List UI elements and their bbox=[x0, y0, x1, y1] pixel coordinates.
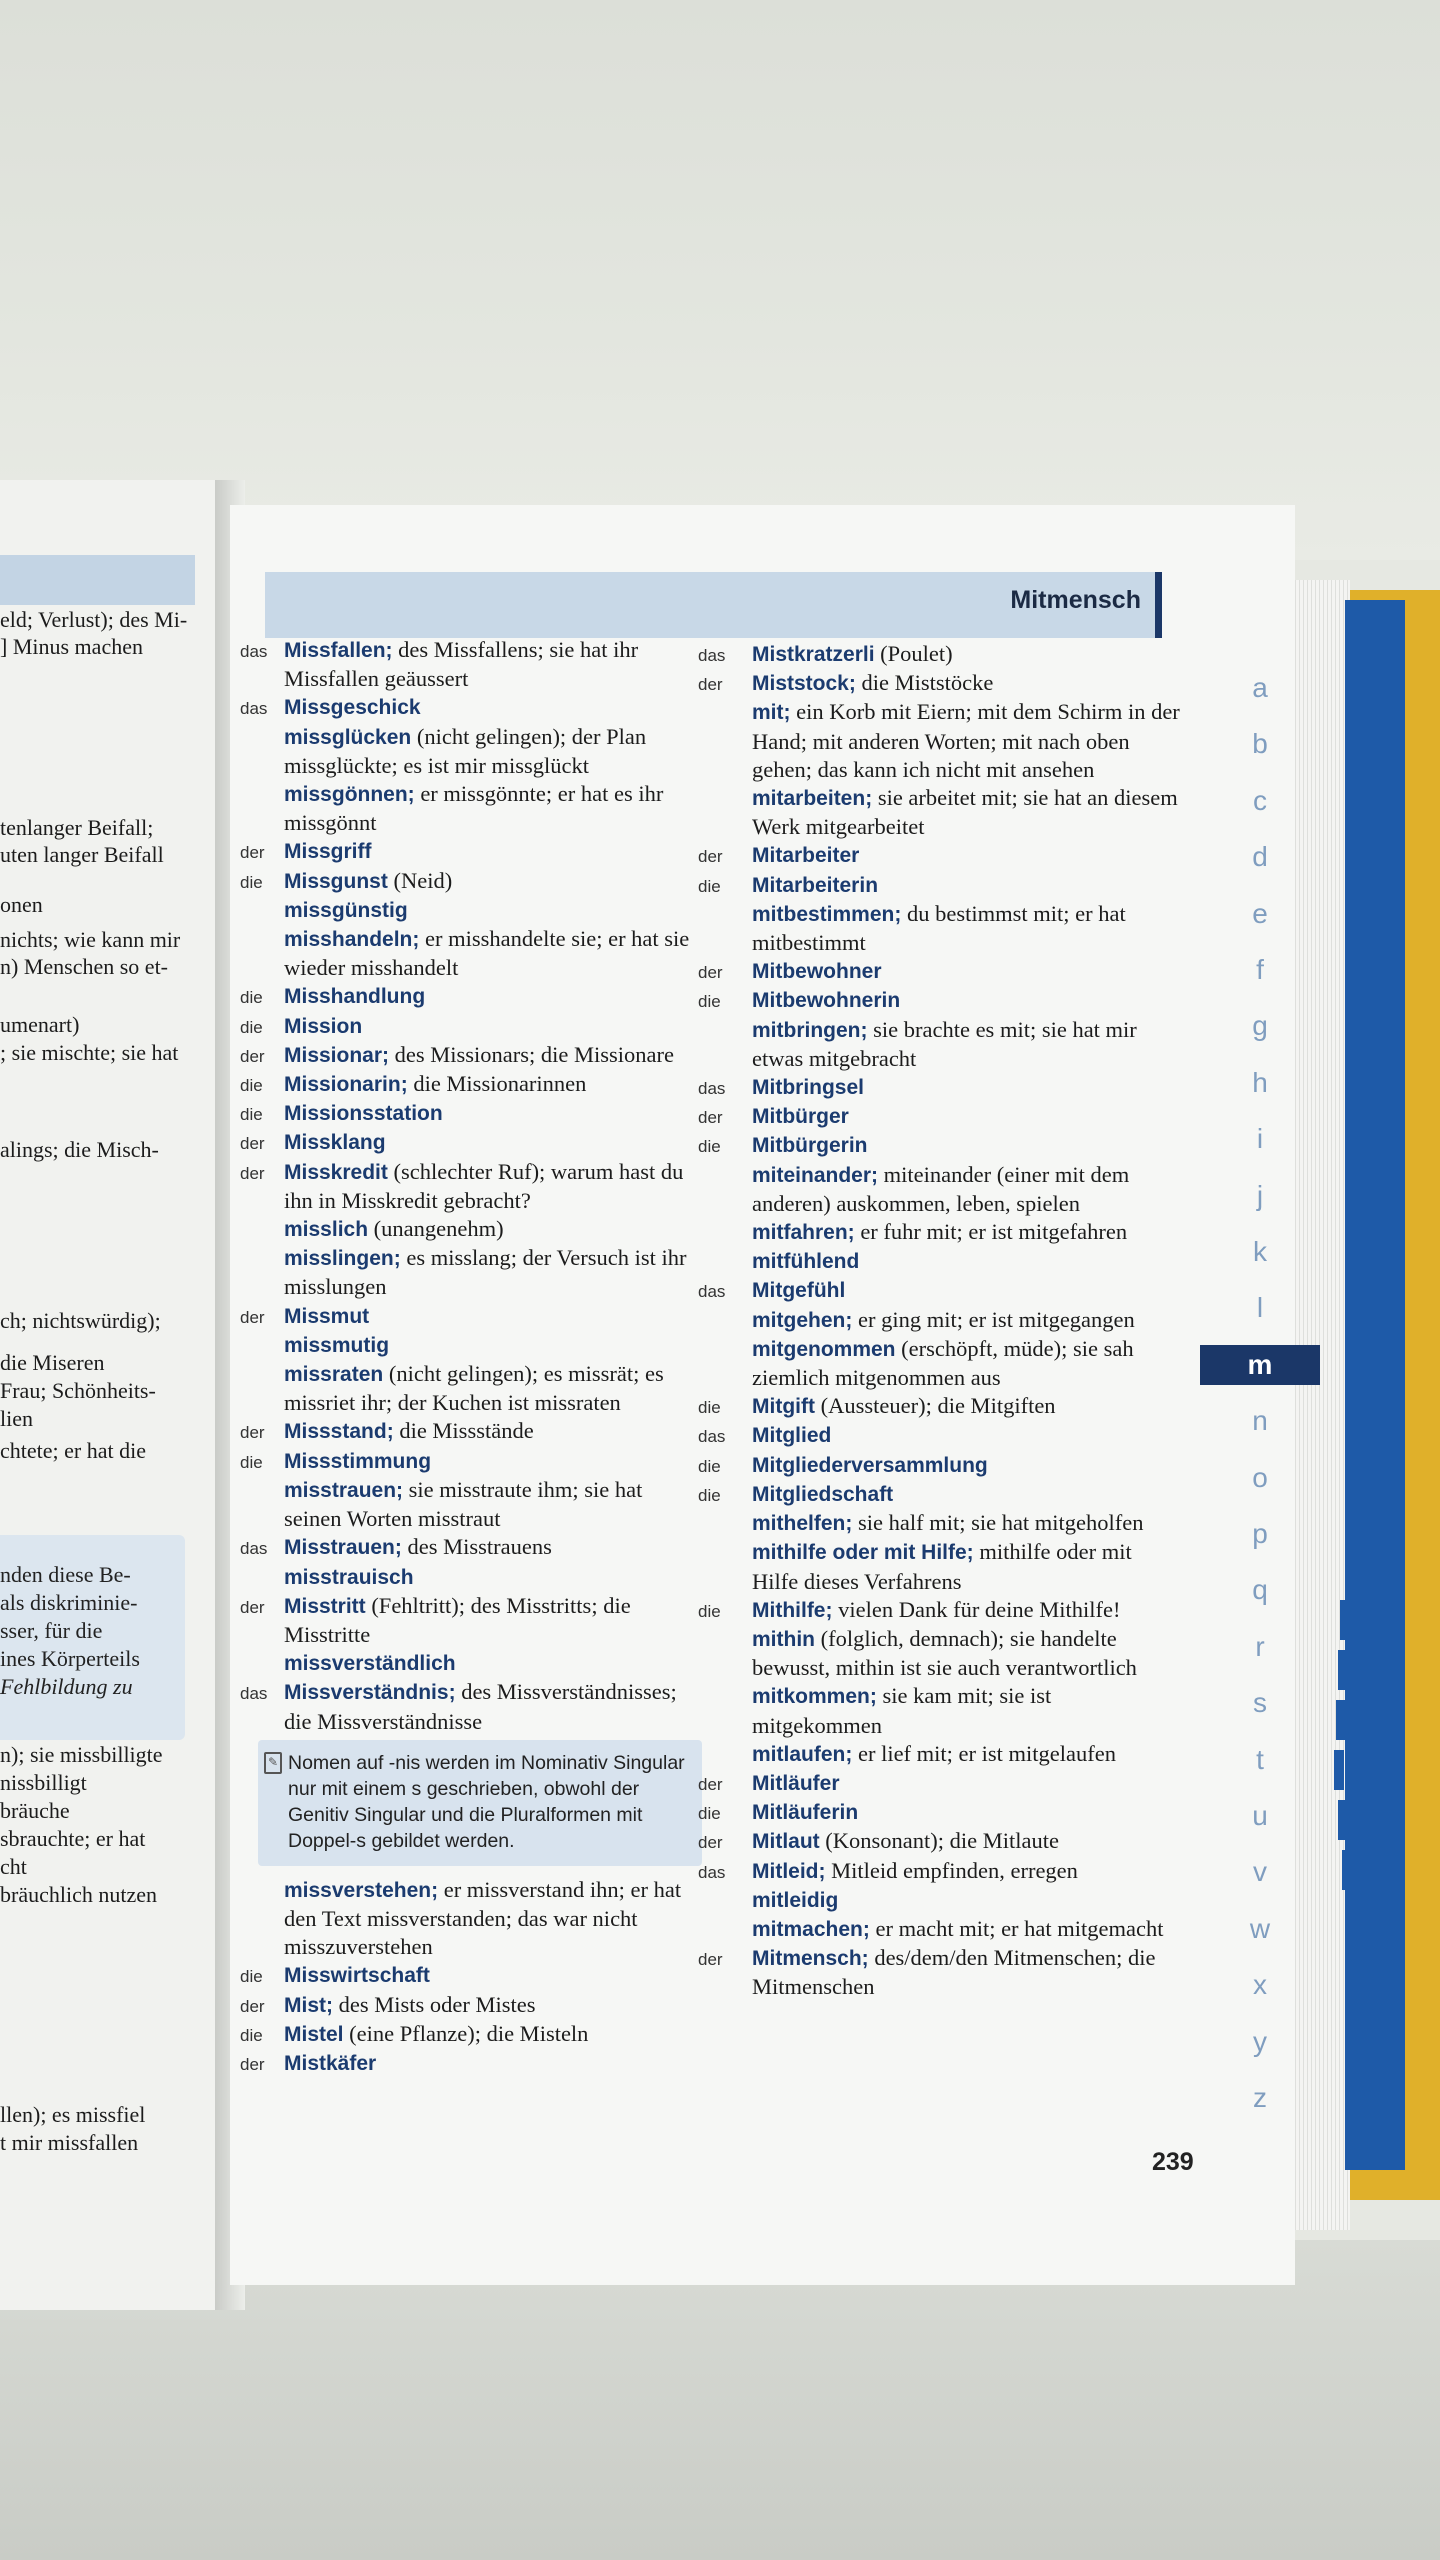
dictionary-entry bbox=[240, 1678, 702, 1735]
entry-definition: Mitleid empfinden, erregen bbox=[825, 1857, 1078, 1883]
entry-headword: Mitarbeiterin bbox=[752, 873, 879, 897]
entry-headword: mitgehen; bbox=[752, 1308, 853, 1332]
entry-headword: missmutig bbox=[284, 1333, 390, 1357]
entry-definition: (folglich, demnach); sie handelte bewusst, mithin ist sie auch verantwortlich bbox=[752, 1625, 1137, 1681]
entry-article: der bbox=[240, 1996, 265, 2016]
entry-definition: sie kam mit; sie ist mitgekommen bbox=[752, 1683, 1052, 1738]
dictionary-entry bbox=[698, 871, 1182, 900]
entry-headword: mithelfen; bbox=[752, 1512, 853, 1536]
index-letter-x[interactable]: x bbox=[1253, 1969, 1267, 2001]
entry-headword: Misshandlung bbox=[284, 985, 426, 1009]
entry-definition: (Neid) bbox=[387, 867, 453, 893]
entry-definition: er lief mit; er ist mitgelaufen bbox=[852, 1740, 1117, 1766]
left-page-line: n); sie missbilligte bbox=[0, 1742, 163, 1767]
entry-headword: mitkommen; bbox=[752, 1685, 877, 1709]
entry-definition: (nicht gelingen); es missrät; es missriet ihr; der Kuchen ist missraten bbox=[284, 1361, 664, 1416]
entry-headword: mitgenommen bbox=[752, 1337, 896, 1361]
dictionary-entry bbox=[702, 698, 1182, 784]
entry-definition: (Fehltritt); des Misstritts; die Misstritte bbox=[284, 1592, 631, 1647]
dictionary-entry bbox=[698, 1857, 1182, 1886]
left-page-line: ] Minus machen bbox=[0, 634, 143, 659]
entry-definition: die Missstände bbox=[393, 1418, 534, 1444]
entry-definition: (nicht gelingen); der Plan missglückte; es ist mir missglückt bbox=[284, 723, 647, 778]
dictionary-entry bbox=[698, 1827, 1182, 1856]
entry-article: der bbox=[240, 1307, 265, 1327]
entry-headword: Mithilfe; bbox=[752, 1598, 833, 1622]
entry-definition: miteinander (einer mit dem anderen) auskommen, leben, spielen bbox=[752, 1161, 1130, 1216]
dictionary-entry bbox=[240, 2020, 702, 2049]
entry-headword: Mitläuferin bbox=[752, 1801, 859, 1825]
dictionary-column-1 bbox=[240, 636, 702, 2078]
entry-definition: ein Korb mit Eiern; mit dem Schirm in der Hand; mit anderen Worten; mit nach oben gehen; das kann ich nicht mit ansehen bbox=[752, 699, 1180, 782]
entry-definition: die Missionarinnen bbox=[407, 1071, 587, 1097]
entry-headword: mithilfe oder mit Hilfe; bbox=[752, 1541, 974, 1565]
left-page-line: ; sie mischte; sie hat bbox=[0, 1040, 179, 1065]
entry-headword: Missgriff bbox=[284, 840, 372, 864]
entry-article: die bbox=[240, 1076, 263, 1096]
entry-headword: Missstimmung bbox=[284, 1449, 432, 1473]
index-letter-l[interactable]: l bbox=[1256, 1292, 1264, 1324]
entry-definition: er ging mit; er ist mitgegangen bbox=[852, 1306, 1135, 1332]
page-header-band bbox=[265, 572, 1162, 638]
left-page-line: die Miseren bbox=[0, 1350, 105, 1375]
entry-headword: mitbringen; bbox=[752, 1018, 868, 1042]
entry-headword: missglücken bbox=[284, 725, 412, 749]
dictionary-entry bbox=[240, 1447, 702, 1476]
dictionary-entry bbox=[240, 1128, 702, 1157]
entry-article: das bbox=[698, 1862, 726, 1882]
entry-article: der bbox=[240, 843, 265, 863]
dictionary-entry bbox=[262, 1649, 702, 1678]
index-letter-b[interactable]: b bbox=[1252, 728, 1268, 760]
index-letter-c[interactable]: c bbox=[1253, 784, 1267, 816]
entry-definition: des Missfallens; sie hat ihr Missfallen geäussert bbox=[284, 637, 639, 692]
entry-headword: Mitgliederversammlung bbox=[752, 1453, 988, 1477]
left-page-line: n) Menschen so et- bbox=[0, 954, 169, 979]
entry-headword: mitarbeiten; bbox=[752, 787, 873, 811]
spelling-note-box bbox=[258, 1740, 702, 1866]
entry-headword: Mistel bbox=[284, 2022, 344, 2046]
dictionary-entry bbox=[240, 1012, 702, 1041]
dictionary-entry bbox=[698, 1073, 1182, 1102]
dictionary-entry bbox=[698, 986, 1182, 1015]
index-letter-e[interactable]: e bbox=[1252, 897, 1268, 929]
dictionary-entry bbox=[702, 784, 1182, 841]
index-letter-o[interactable]: o bbox=[1252, 1461, 1268, 1493]
index-letter-j[interactable]: j bbox=[1256, 1179, 1264, 1211]
dictionary-entry bbox=[240, 1533, 702, 1562]
entry-headword: misshandeln; bbox=[284, 928, 420, 952]
entry-article: der bbox=[698, 847, 723, 867]
left-page-line: t mir missfallen bbox=[0, 2130, 139, 2155]
page-edge-tab-mark bbox=[1334, 1750, 1344, 1790]
index-letter-r[interactable]: r bbox=[1255, 1630, 1265, 1662]
index-letter-q[interactable]: q bbox=[1252, 1574, 1268, 1606]
entry-headword: Missgeschick bbox=[284, 696, 421, 720]
left-page-line: uten langer Beifall bbox=[0, 842, 164, 867]
entry-definition: (schlechter Ruf); warum hast du ihn in Misskredit gebracht? bbox=[284, 1158, 684, 1213]
index-letter-a[interactable]: a bbox=[1252, 672, 1268, 703]
page-number: 239 bbox=[1152, 2148, 1194, 2176]
entry-headword: Missmut bbox=[284, 1304, 370, 1328]
entry-article: der bbox=[698, 1833, 723, 1853]
book-spine bbox=[1345, 600, 1405, 2170]
entry-article: die bbox=[240, 872, 263, 892]
entry-article: der bbox=[240, 1046, 265, 1066]
entry-definition: des Missverständnisses; die Missverständnisse bbox=[284, 1679, 677, 1734]
left-page-line: chtete; er hat die bbox=[0, 1438, 146, 1463]
index-letter-m[interactable]: m bbox=[1200, 1345, 1320, 1385]
left-page-line: als diskriminie- bbox=[0, 1590, 138, 1615]
left-page-line: llen); es missfiel bbox=[0, 2102, 146, 2127]
dictionary-entry bbox=[698, 957, 1182, 986]
dictionary-entry bbox=[698, 1131, 1182, 1160]
left-page-line: alings; die Misch- bbox=[0, 1137, 159, 1162]
dictionary-entry bbox=[240, 1417, 702, 1446]
dictionary-entry bbox=[240, 1070, 702, 1099]
left-page-line: tenlanger Beifall; bbox=[0, 815, 154, 840]
left-page-line: ines Körperteils bbox=[0, 1646, 140, 1671]
left-page-line: bräuchlich nutzen bbox=[0, 1882, 157, 1907]
dictionary-entry bbox=[240, 1158, 702, 1215]
entry-headword: Misstrauen; bbox=[284, 1536, 402, 1560]
dictionary-entry bbox=[240, 693, 702, 722]
entry-article: die bbox=[240, 1452, 263, 1472]
dictionary-entry bbox=[262, 1360, 702, 1417]
entry-definition: er missgönnte; er hat es ihr missgönnt bbox=[284, 781, 664, 836]
entry-headword: Missionar; bbox=[284, 1043, 390, 1067]
entry-article: die bbox=[240, 988, 263, 1008]
dictionary-entry bbox=[262, 925, 702, 982]
dictionary-entry bbox=[698, 640, 1182, 669]
entry-headword: mitfahren; bbox=[752, 1221, 855, 1245]
entry-article: das bbox=[698, 1079, 726, 1099]
note-text: Nomen auf -nis werden im Nominativ Singular nur mit einem s geschrieben, obwohl der Genitiv Singular und die Pluralformen mit Doppel-s gebildet werden. bbox=[288, 1751, 685, 1852]
dictionary-entry bbox=[240, 1961, 702, 1990]
entry-definition: er missverstand ihn; er hat den Text missverstanden; das war nicht misszuverstehen bbox=[284, 1876, 682, 1960]
dictionary-entry bbox=[702, 1625, 1182, 1682]
entry-article: die bbox=[698, 1456, 721, 1476]
left-page-line: nissbilligt bbox=[0, 1770, 87, 1795]
entry-definition: er misshandelte sie; er hat sie wieder misshandelt bbox=[284, 926, 690, 981]
index-letter-n[interactable]: n bbox=[1252, 1405, 1268, 1437]
entry-headword: mitmachen; bbox=[752, 1917, 870, 1941]
entry-headword: Missverständnis; bbox=[284, 1681, 456, 1705]
entry-article: die bbox=[698, 992, 721, 1012]
left-page-line: sbrauchte; er hat bbox=[0, 1826, 146, 1851]
entry-headword: missraten bbox=[284, 1363, 384, 1387]
left-page-line: nichts; wie kann mir bbox=[0, 927, 181, 952]
entry-article: das bbox=[240, 1539, 268, 1559]
left-page-line: ch; nichtswürdig); bbox=[0, 1308, 161, 1333]
dictionary-entry bbox=[702, 1218, 1182, 1247]
index-letter-s[interactable]: s bbox=[1253, 1687, 1267, 1719]
pencil-note-icon: ✎ bbox=[264, 1752, 282, 1774]
dictionary-entry bbox=[698, 1276, 1182, 1305]
entry-definition: (Poulet) bbox=[874, 641, 953, 666]
entry-headword: misslingen; bbox=[284, 1247, 401, 1271]
dictionary-entry bbox=[698, 1392, 1182, 1421]
dictionary-entry bbox=[702, 1016, 1182, 1073]
index-letter-t[interactable]: t bbox=[1256, 1743, 1264, 1775]
dictionary-entry bbox=[702, 1335, 1182, 1392]
dictionary-entry bbox=[240, 867, 702, 896]
entry-article: die bbox=[698, 1398, 721, 1418]
dictionary-entry bbox=[240, 1592, 702, 1649]
entry-definition: sie half mit; sie hat mitgeholfen bbox=[852, 1510, 1144, 1536]
entry-article: die bbox=[240, 1967, 263, 1987]
entry-headword: Mitleid; bbox=[752, 1859, 826, 1883]
entry-article: das bbox=[240, 1684, 268, 1704]
dictionary-entry bbox=[702, 1247, 1182, 1276]
entry-definition: sie misstraute ihm; sie hat seinen Worten misstraut bbox=[284, 1476, 643, 1532]
page-edge-tab-mark bbox=[1395, 2010, 1405, 2050]
dictionary-entry bbox=[698, 1944, 1182, 2001]
entry-article: das bbox=[698, 1427, 726, 1447]
entry-article: der bbox=[698, 1774, 723, 1794]
dictionary-entry bbox=[702, 1306, 1182, 1335]
left-page-line: eld; Verlust); des Mi- bbox=[0, 607, 188, 632]
entry-article: das bbox=[240, 699, 268, 719]
entry-article: die bbox=[698, 876, 721, 896]
entry-headword: mitfühlend bbox=[752, 1250, 860, 1274]
entry-article: der bbox=[698, 963, 723, 983]
dictionary-column-2 bbox=[698, 640, 1182, 2002]
left-page-line: umenart) bbox=[0, 1012, 80, 1037]
page-edge-tab-mark bbox=[1338, 1650, 1348, 1690]
index-letter-u[interactable]: u bbox=[1252, 1800, 1268, 1831]
entry-headword: mitleidig bbox=[752, 1888, 839, 1912]
left-page-text bbox=[0, 480, 230, 2310]
dictionary-entry bbox=[262, 896, 702, 925]
entry-headword: Misskredit bbox=[284, 1160, 388, 1184]
entry-article: der bbox=[240, 2054, 265, 2074]
dictionary-entry bbox=[698, 1798, 1182, 1827]
entry-headword: Mitgefühl bbox=[752, 1279, 846, 1303]
entry-headword: miteinander; bbox=[752, 1163, 879, 1187]
dictionary-entry bbox=[702, 1509, 1182, 1538]
dictionary-entry bbox=[702, 900, 1182, 957]
page-edge-tab-mark bbox=[1336, 1700, 1346, 1740]
page-edge-tab-mark bbox=[1338, 1800, 1348, 1840]
dictionary-entry bbox=[262, 1876, 702, 1962]
entry-headword: missgönnen; bbox=[284, 783, 415, 807]
dictionary-entry bbox=[240, 1991, 702, 2020]
entry-article: der bbox=[240, 1163, 265, 1183]
entry-definition: er fuhr mit; er ist mitgefahren bbox=[854, 1219, 1128, 1245]
entry-article: die bbox=[698, 1804, 721, 1824]
entry-article: die bbox=[240, 1017, 263, 1037]
index-letter-k[interactable]: k bbox=[1253, 1236, 1267, 1267]
entry-headword: Mitgliedschaft bbox=[752, 1482, 894, 1506]
entry-headword: Missionarin; bbox=[284, 1073, 408, 1097]
entry-definition: es misslang; der Versuch ist ihr misslungen bbox=[284, 1245, 687, 1300]
entry-headword: Mitbewohner bbox=[752, 960, 882, 984]
dictionary-entry bbox=[262, 1563, 702, 1592]
entry-article: das bbox=[698, 646, 726, 665]
entry-article: der bbox=[698, 1108, 723, 1128]
dictionary-entry bbox=[240, 1041, 702, 1070]
entry-definition: vielen Dank für deine Mithilfe! bbox=[832, 1596, 1121, 1622]
entry-article: der bbox=[240, 1423, 265, 1443]
entry-headword: Mitmensch; bbox=[752, 1947, 869, 1971]
entry-headword: Mitbürgerin bbox=[752, 1134, 868, 1158]
page-header-title: Mitmensch bbox=[1010, 586, 1141, 614]
entry-definition: des/dem/den Mitmenschen; die Mitmenschen bbox=[752, 1945, 1156, 2000]
dictionary-entry bbox=[702, 1538, 1182, 1595]
entry-headword: Mitbürger bbox=[752, 1105, 849, 1129]
left-page bbox=[0, 480, 230, 2310]
entry-headword: Missstand; bbox=[284, 1420, 394, 1444]
entry-headword: Miststock; bbox=[752, 672, 856, 696]
dictionary-entry bbox=[240, 837, 702, 866]
dictionary-entry bbox=[698, 841, 1182, 870]
entry-definition: des Mists oder Mistes bbox=[333, 1991, 536, 2017]
entry-headword: Misswirtschaft bbox=[284, 1964, 430, 1988]
dictionary-entry bbox=[702, 1161, 1182, 1218]
dictionary-entry bbox=[262, 780, 702, 837]
entry-article: die bbox=[698, 1601, 721, 1621]
left-page-line: Fehlbildung zu bbox=[0, 1674, 133, 1699]
entry-headword: Mitglied bbox=[752, 1424, 832, 1448]
entry-definition: die Miststöcke bbox=[855, 670, 994, 696]
dictionary-entry bbox=[698, 1451, 1182, 1480]
index-letter-d[interactable]: d bbox=[1252, 841, 1268, 873]
index-letter-w[interactable]: w bbox=[1249, 1912, 1271, 1944]
entry-headword: missverstehen; bbox=[284, 1878, 439, 1902]
dictionary-entry bbox=[240, 2049, 702, 2078]
left-page-line: cht bbox=[0, 1854, 27, 1879]
left-page-line: bräuche bbox=[0, 1798, 70, 1823]
left-page-line: sser, für die bbox=[0, 1618, 103, 1643]
index-letter-f[interactable]: f bbox=[1256, 954, 1264, 985]
dictionary-entry bbox=[240, 636, 702, 693]
dictionary-entry bbox=[240, 982, 702, 1011]
entry-definition: (unangenehm) bbox=[368, 1216, 504, 1242]
dictionary-entry bbox=[702, 1740, 1182, 1769]
entry-headword: Misstritt bbox=[284, 1594, 366, 1618]
dictionary-entry bbox=[702, 1682, 1182, 1739]
entry-headword: missgünstig bbox=[284, 898, 408, 922]
entry-definition: (Aussteuer); die Mitgiften bbox=[814, 1393, 1056, 1419]
entry-headword: Mitgift bbox=[752, 1395, 815, 1419]
entry-headword: Missklang bbox=[284, 1131, 386, 1155]
index-letter-v[interactable]: v bbox=[1253, 1856, 1267, 1888]
dictionary-entry bbox=[702, 1915, 1182, 1944]
entry-article: das bbox=[240, 642, 268, 661]
dictionary-entry bbox=[698, 1596, 1182, 1625]
entry-headword: Mitlaut bbox=[752, 1830, 820, 1854]
entry-headword: Missgunst bbox=[284, 869, 388, 893]
entry-definition: des Misstrauens bbox=[401, 1534, 552, 1560]
entry-article: der bbox=[240, 1134, 265, 1154]
index-letter-i[interactable]: i bbox=[1256, 1123, 1264, 1155]
entry-article: die bbox=[240, 1105, 263, 1125]
dictionary-entry bbox=[262, 723, 702, 780]
dictionary-entry bbox=[702, 1886, 1182, 1915]
entry-headword: Mitläufer bbox=[752, 1771, 840, 1795]
entry-headword: misstrauisch bbox=[284, 1565, 414, 1589]
entry-article: die bbox=[240, 2025, 263, 2045]
entry-headword: mithin bbox=[752, 1627, 815, 1651]
entry-headword: Mistkratzerli bbox=[752, 643, 875, 666]
entry-headword: Mitbewohnerin bbox=[752, 989, 901, 1013]
entry-article: das bbox=[698, 1282, 726, 1302]
entry-headword: Mission bbox=[284, 1014, 363, 1038]
entry-headword: mitbestimmen; bbox=[752, 902, 902, 926]
entry-headword: mit; bbox=[752, 701, 791, 725]
dictionary-entry bbox=[240, 1302, 702, 1331]
left-page-line: lien bbox=[0, 1406, 33, 1431]
entry-definition: er macht mit; er hat mitgemacht bbox=[869, 1915, 1164, 1941]
dictionary-entry bbox=[240, 1099, 702, 1128]
dictionary-entry bbox=[262, 1331, 702, 1360]
entry-article: der bbox=[698, 1950, 723, 1970]
left-page-line: nden diese Be- bbox=[0, 1562, 131, 1587]
entry-article: der bbox=[240, 1597, 265, 1617]
entry-article: die bbox=[698, 1485, 721, 1505]
page-edge-tab-mark bbox=[1342, 1850, 1352, 1890]
left-page-line: Frau; Schönheits- bbox=[0, 1378, 156, 1403]
entry-definition: des Missionars; die Missionare bbox=[389, 1041, 675, 1067]
dictionary-entry bbox=[698, 1421, 1182, 1450]
entry-headword: Mist; bbox=[284, 1993, 333, 2017]
entry-article: der bbox=[698, 675, 723, 695]
entry-definition: mithilfe oder mit Hilfe dieses Verfahrens bbox=[752, 1539, 1132, 1594]
dictionary-entry bbox=[262, 1215, 702, 1244]
index-letter-z[interactable]: z bbox=[1253, 2082, 1267, 2113]
left-page-line: onen bbox=[0, 892, 43, 917]
entry-article: die bbox=[698, 1137, 721, 1157]
entry-headword: Mitbringsel bbox=[752, 1076, 865, 1100]
dictionary-entry bbox=[698, 1102, 1182, 1131]
dictionary-entry bbox=[698, 1480, 1182, 1509]
index-letter-y[interactable]: y bbox=[1253, 2025, 1267, 2057]
entry-headword: Missfallen; bbox=[284, 639, 393, 662]
entry-definition: sie brachte es mit; sie hat mir etwas mitgebracht bbox=[752, 1016, 1137, 1071]
entry-headword: Missionsstation bbox=[284, 1102, 443, 1126]
entry-definition: (Konsonant); die Mitlaute bbox=[819, 1828, 1059, 1854]
entry-definition: (eine Pflanze); die Misteln bbox=[343, 2020, 589, 2046]
dictionary-entry bbox=[698, 1769, 1182, 1798]
entry-headword: mitlaufen; bbox=[752, 1742, 853, 1766]
index-letter-p[interactable]: p bbox=[1252, 1518, 1268, 1549]
entry-headword: misslich bbox=[284, 1218, 369, 1242]
table-surface-top bbox=[0, 0, 1440, 560]
index-letter-g[interactable]: g bbox=[1252, 1010, 1268, 1042]
dictionary-entry bbox=[262, 1244, 702, 1301]
entry-definition: du bestimmst mit; er hat mitbestimmt bbox=[752, 900, 1126, 956]
page-edge-tab-mark bbox=[1340, 1600, 1350, 1640]
entry-definition: sie arbeitet mit; sie hat an diesem Werk mitgearbeitet bbox=[752, 785, 1178, 840]
entry-headword: Mitarbeiter bbox=[752, 844, 860, 868]
index-letter-h[interactable]: h bbox=[1252, 1066, 1268, 1098]
entry-headword: Mistkäfer bbox=[284, 2051, 377, 2075]
dictionary-entry bbox=[698, 669, 1182, 698]
dictionary-entry bbox=[262, 1476, 702, 1533]
entry-definition: (erschöpft, müde); sie sah ziemlich mitgenommen aus bbox=[752, 1335, 1134, 1391]
entry-headword: missverständlich bbox=[284, 1652, 456, 1676]
entry-headword: misstrauen; bbox=[284, 1478, 404, 1502]
